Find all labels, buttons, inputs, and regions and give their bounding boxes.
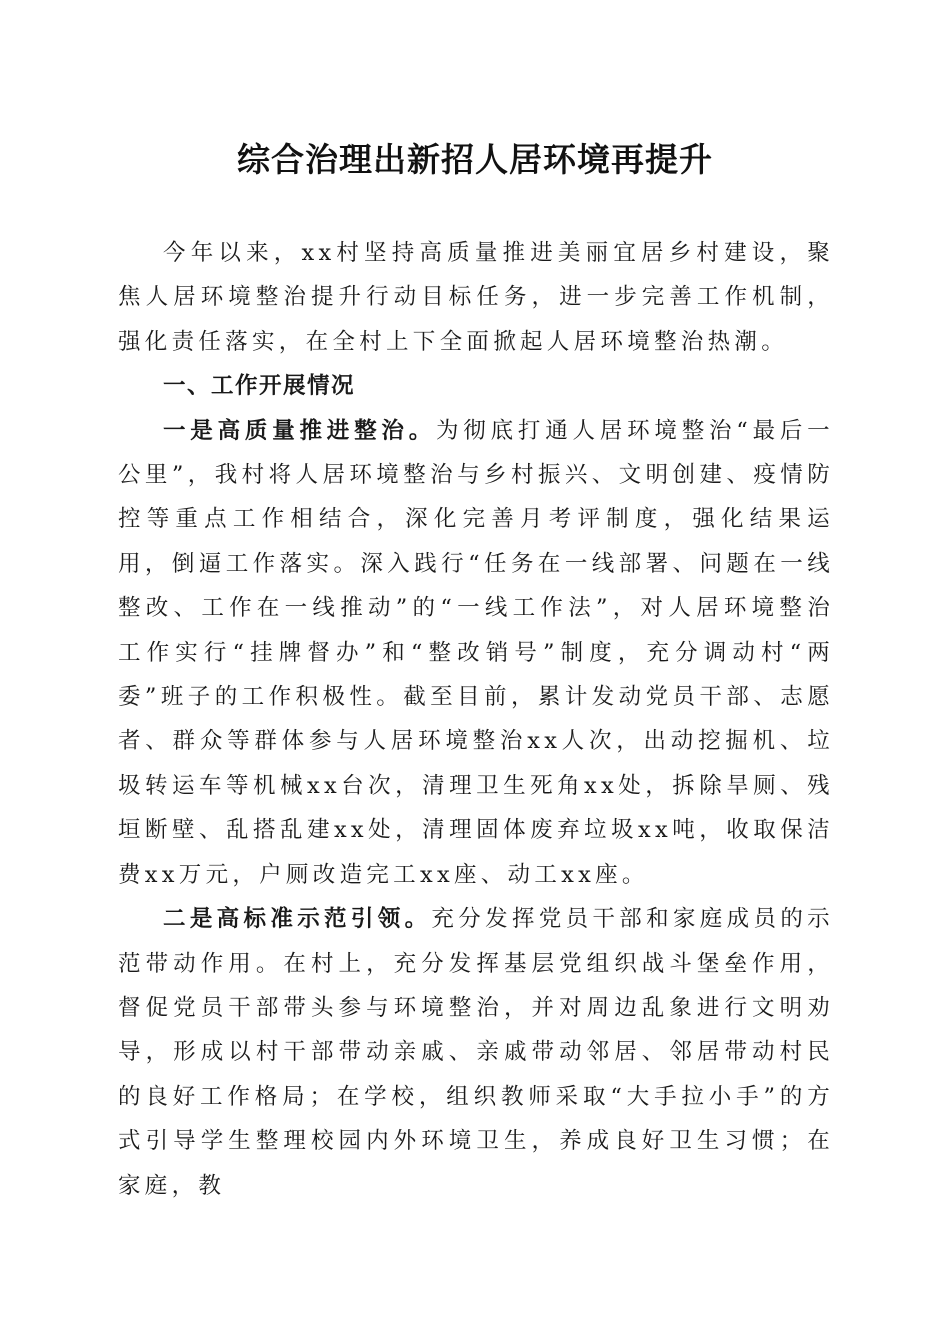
paragraph-2-lead: 二是高标准示范引领。 — [163, 906, 432, 933]
document-body — [118, 231, 834, 1208]
paragraph-1-lead: 一是高质量推进整治。 — [163, 417, 436, 444]
paragraph-2-body: 充分发挥党员干部和家庭成员的示范带动作用。在村上，充分发挥基层党组织战斗堡垒作用，督促党员干部带头参与环境整治，并对周边乱象进行文明劝导，形成以村干部带动亲戚、亲戚带动邻居、邻居带动村民的良好工作格局；在学校，组织教师采取“大手拉小手”的方式引导学生整理校园内外环境卫生，养成良好卫生习惯；在家庭，教 — [118, 906, 834, 1199]
paragraph-2 — [118, 897, 834, 1208]
paragraph-1-body: 为彻底打通人居环境整治“最后一公里”，我村将人居环境整治与乡村振兴、文明创建、疫情防控等重点工作相结合，深化完善月考评制度，强化结果运用，倒逼工作落实。深入践行“任务在一线部署、问题在一线整改、工作在一线推动”的“一线工作法”，对人居环境整治工作实行“挂牌督办”和“整改销号”制度，充分调动村“两委”班子的工作积极性。截至目前，累计发动党员干部、志愿者、群众等群体参与人居环境整治xx人次，出动挖掘机、垃圾转运车等机械xx台次，清理卫生死角xx处，拆除旱厕、残垣断壁、乱搭乱建xx处，清理固体废弃垃圾xx吨，收取保洁费xx万元，户厕改造完工xx座、动工xx座。 — [118, 417, 834, 888]
section-heading: 一、工作开展情况 — [163, 373, 356, 400]
paragraph-1 — [118, 409, 834, 897]
document-title: 综合治理出新招人居环境再提升 — [237, 140, 713, 179]
intro-paragraph: 今年以来，xx村坚持高质量推进美丽宜居乡村建设，聚焦人居环境整治提升行动目标任务，进一步完善工作机制，强化责任落实，在全村上下全面掀起人居环境整治热潮。 — [118, 240, 834, 355]
